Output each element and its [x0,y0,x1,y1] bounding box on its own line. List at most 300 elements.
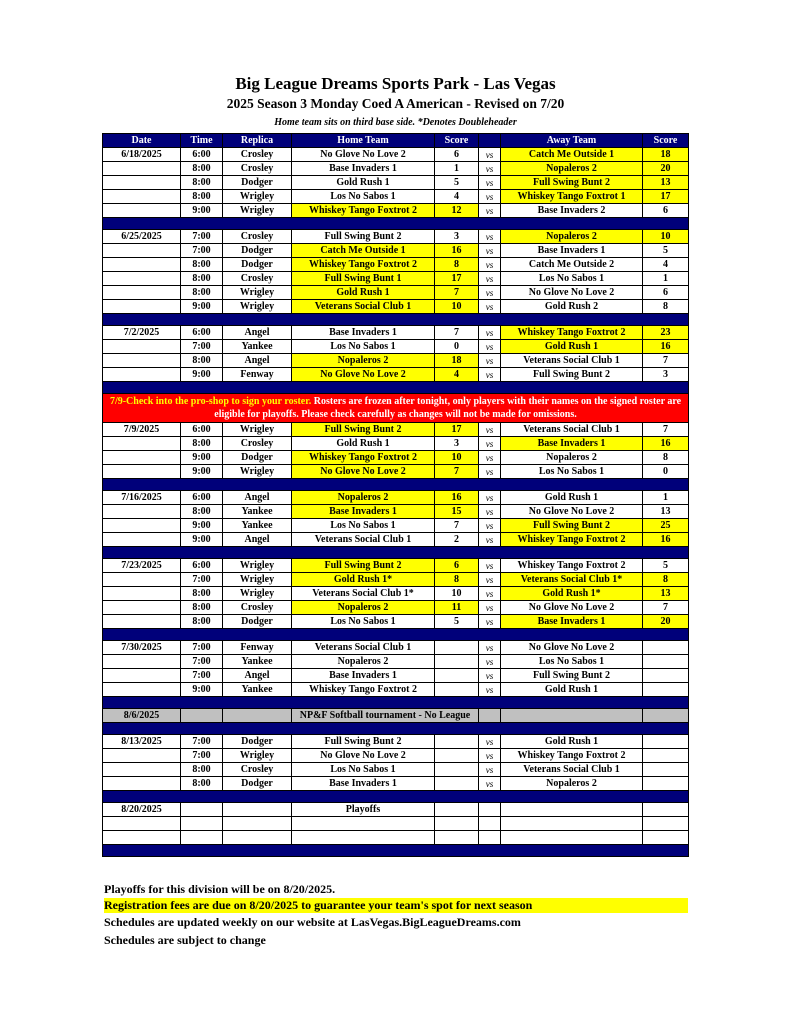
replica-cell [223,831,292,845]
replica-cell: Wrigley [223,190,292,204]
away-score-cell: 8 [643,451,689,465]
home-team-cell: Gold Rush 1 [292,286,435,300]
time-cell: 6:00 [181,326,223,340]
vs-cell: vs [479,162,501,176]
away-score-cell: 7 [643,601,689,615]
date-cell: 7/23/2025 [103,559,181,573]
replica-cell [223,817,292,831]
vs-cell: vs [479,437,501,451]
replica-cell: Angel [223,533,292,547]
home-team-cell: Veterans Social Club 1 [292,533,435,547]
vs-cell [479,817,501,831]
week-separator [103,314,689,326]
date-cell: 6/25/2025 [103,230,181,244]
replica-cell: Dodger [223,777,292,791]
away-team-cell: Full Swing Bunt 2 [501,176,643,190]
vs-cell: vs [479,573,501,587]
col-vs [479,134,501,148]
away-score-cell [643,803,689,817]
replica-cell [223,803,292,817]
game-row [103,763,689,777]
home-score-cell: 11 [435,601,479,615]
home-score-cell: 18 [435,354,479,368]
vs-cell: vs [479,669,501,683]
away-score-cell [643,831,689,845]
date-cell [103,615,181,629]
home-score-cell: 6 [435,559,479,573]
date-cell [103,749,181,763]
time-cell: 7:00 [181,230,223,244]
away-team-cell: Nopaleros 2 [501,777,643,791]
away-score-cell: 7 [643,354,689,368]
date-cell [103,258,181,272]
replica-cell: Crosley [223,763,292,777]
time-cell: 8:00 [181,176,223,190]
away-score-cell: 8 [643,573,689,587]
vs-cell: vs [479,300,501,314]
game-row [103,326,689,340]
away-score-cell: 1 [643,272,689,286]
separator-bar [103,382,689,394]
vs-cell: vs [479,735,501,749]
away-team-cell: Nopaleros 2 [501,451,643,465]
separator-bar [103,845,689,857]
time-cell: 9:00 [181,451,223,465]
home-score-cell [435,749,479,763]
home-team-cell: Catch Me Outside 1 [292,244,435,258]
empty-cell [643,709,689,723]
game-row [103,505,689,519]
game-row [103,244,689,258]
schedule-body [103,148,689,857]
replica-cell: Angel [223,491,292,505]
away-team-cell: No Glove No Love 2 [501,505,643,519]
away-team-cell: Whiskey Tango Foxtrot 1 [501,190,643,204]
home-team-cell: Gold Rush 1 [292,437,435,451]
home-team-cell: No Glove No Love 2 [292,749,435,763]
home-score-cell: 17 [435,423,479,437]
col-home-score: Score [435,134,479,148]
home-team-cell: Los No Sabos 1 [292,615,435,629]
footer-playoffs: Playoffs for this division will be on 8/20/2025. [104,882,336,896]
home-score-cell [435,777,479,791]
empty-cell [181,709,223,723]
week-separator [103,629,689,641]
away-score-cell: 20 [643,615,689,629]
game-row [103,423,689,437]
week-separator [103,218,689,230]
time-cell: 9:00 [181,300,223,314]
week-separator [103,479,689,491]
away-team-cell [501,803,643,817]
header-note: Home team sits on third base side. *Denotes Doubleheader [274,117,517,128]
away-team-cell: No Glove No Love 2 [501,601,643,615]
replica-cell: Wrigley [223,465,292,479]
time-cell [181,831,223,845]
replica-cell: Wrigley [223,423,292,437]
time-cell: 7:00 [181,749,223,763]
home-team-cell: Full Swing Bunt 2 [292,559,435,573]
vs-cell: vs [479,615,501,629]
game-row [103,465,689,479]
replica-cell: Crosley [223,272,292,286]
vs-cell: vs [479,559,501,573]
col-away-team: Away Team [501,134,643,148]
away-team-cell: Base Invaders 1 [501,244,643,258]
col-date: Date [103,134,181,148]
empty-cell [223,709,292,723]
separator-bar [103,791,689,803]
game-row [103,573,689,587]
away-team-cell: Veterans Social Club 1 [501,354,643,368]
away-score-cell: 17 [643,190,689,204]
away-team-cell: Los No Sabos 1 [501,465,643,479]
date-cell [103,368,181,382]
time-cell: 7:00 [181,641,223,655]
away-score-cell: 13 [643,505,689,519]
date-cell [103,437,181,451]
away-team-cell: Base Invaders 1 [501,437,643,451]
time-cell: 8:00 [181,190,223,204]
time-cell: 8:00 [181,601,223,615]
home-team-cell: Whiskey Tango Foxtrot 2 [292,204,435,218]
date-cell: 7/2/2025 [103,326,181,340]
replica-cell: Dodger [223,615,292,629]
away-score-cell: 4 [643,258,689,272]
away-score-cell [643,763,689,777]
away-team-cell: Gold Rush 1 [501,340,643,354]
away-score-cell [643,735,689,749]
col-away-score: Score [643,134,689,148]
replica-cell: Angel [223,669,292,683]
home-score-cell: 10 [435,300,479,314]
home-score-cell [435,817,479,831]
date-cell [103,190,181,204]
game-row [103,451,689,465]
game-row [103,354,689,368]
away-score-cell [643,655,689,669]
away-score-cell: 1 [643,491,689,505]
vs-cell: vs [479,465,501,479]
time-cell: 8:00 [181,777,223,791]
week-separator [103,697,689,709]
vs-cell: vs [479,763,501,777]
no-league-text: NP&F Softball tournament - No League [292,709,479,723]
away-score-cell: 6 [643,204,689,218]
away-score-cell: 5 [643,559,689,573]
time-cell: 9:00 [181,465,223,479]
date-cell [103,286,181,300]
away-score-cell: 7 [643,423,689,437]
replica-cell: Yankee [223,505,292,519]
away-score-cell: 10 [643,230,689,244]
replica-cell: Dodger [223,258,292,272]
home-score-cell: 10 [435,587,479,601]
home-team-cell: Playoffs [292,803,435,817]
empty-cell [479,709,501,723]
time-cell [181,803,223,817]
away-score-cell [643,749,689,763]
time-cell: 8:00 [181,437,223,451]
home-team-cell: Full Swing Bunt 2 [292,735,435,749]
replica-cell: Crosley [223,148,292,162]
date-cell [103,162,181,176]
away-score-cell: 16 [643,533,689,547]
vs-cell: vs [479,749,501,763]
home-team-cell: Base Invaders 1 [292,777,435,791]
home-score-cell: 0 [435,340,479,354]
replica-cell: Wrigley [223,587,292,601]
home-team-cell: Full Swing Bunt 2 [292,230,435,244]
time-cell: 8:00 [181,763,223,777]
game-row [103,601,689,615]
game-row [103,587,689,601]
time-cell: 8:00 [181,272,223,286]
home-team-cell: Base Invaders 1 [292,505,435,519]
vs-cell: vs [479,423,501,437]
vs-cell [479,831,501,845]
vs-cell: vs [479,641,501,655]
away-team-cell: Nopaleros 2 [501,162,643,176]
time-cell: 8:00 [181,162,223,176]
game-row [103,735,689,749]
game-row [103,519,689,533]
away-score-cell [643,683,689,697]
away-team-cell: Whiskey Tango Foxtrot 2 [501,749,643,763]
away-score-cell: 18 [643,148,689,162]
replica-cell: Crosley [223,162,292,176]
time-cell: 8:00 [181,286,223,300]
separator-bar [103,314,689,326]
game-row [103,749,689,763]
vs-cell: vs [479,272,501,286]
away-team-cell: Catch Me Outside 2 [501,258,643,272]
home-team-cell: No Glove No Love 2 [292,368,435,382]
game-row [103,669,689,683]
notice-cell [103,394,689,423]
away-team-cell: Gold Rush 1 [501,491,643,505]
away-team-cell: Full Swing Bunt 2 [501,368,643,382]
away-team-cell: Base Invaders 1 [501,615,643,629]
time-cell: 8:00 [181,615,223,629]
game-row [103,204,689,218]
away-team-cell: Full Swing Bunt 2 [501,519,643,533]
date-cell [103,655,181,669]
game-row [103,300,689,314]
game-row [103,491,689,505]
away-team-cell: Gold Rush 1 [501,683,643,697]
home-score-cell: 7 [435,326,479,340]
week-separator [103,845,689,857]
date-cell: 7/16/2025 [103,491,181,505]
time-cell: 8:00 [181,505,223,519]
replica-cell: Crosley [223,437,292,451]
away-team-cell: Catch Me Outside 1 [501,148,643,162]
date-cell [103,587,181,601]
away-score-cell: 0 [643,465,689,479]
away-score-cell: 8 [643,300,689,314]
vs-cell: vs [479,587,501,601]
vs-cell: vs [479,601,501,615]
replica-cell: Dodger [223,176,292,190]
away-team-cell: Gold Rush 1 [501,735,643,749]
date-cell [103,601,181,615]
time-cell [181,817,223,831]
game-row [103,148,689,162]
col-time: Time [181,134,223,148]
time-cell: 9:00 [181,533,223,547]
game-row [103,655,689,669]
date-cell [103,817,181,831]
away-score-cell: 13 [643,587,689,601]
game-row [103,190,689,204]
home-team-cell: No Glove No Love 2 [292,465,435,479]
replica-cell: Dodger [223,244,292,258]
away-team-cell [501,831,643,845]
home-score-cell [435,763,479,777]
vs-cell: vs [479,190,501,204]
home-score-cell: 15 [435,505,479,519]
date-cell [103,763,181,777]
vs-cell: vs [479,451,501,465]
vs-cell: vs [479,204,501,218]
replica-cell: Crosley [223,230,292,244]
home-team-cell: Veterans Social Club 1 [292,300,435,314]
away-team-cell: Nopaleros 2 [501,230,643,244]
time-cell: 9:00 [181,683,223,697]
home-team-cell: No Glove No Love 2 [292,148,435,162]
game-row [103,777,689,791]
date-cell [103,354,181,368]
game-row [103,641,689,655]
home-score-cell: 4 [435,190,479,204]
roster-notice [103,394,689,423]
date-cell: 8/20/2025 [103,803,181,817]
separator-bar [103,479,689,491]
col-home-team: Home Team [292,134,435,148]
home-team-cell: Veterans Social Club 1* [292,587,435,601]
game-row [103,437,689,451]
home-score-cell: 17 [435,272,479,286]
home-team-cell: Whiskey Tango Foxtrot 2 [292,258,435,272]
replica-cell: Crosley [223,601,292,615]
time-cell: 6:00 [181,559,223,573]
vs-cell: vs [479,148,501,162]
away-score-cell: 5 [643,244,689,258]
home-team-cell [292,817,435,831]
week-separator [103,547,689,559]
separator-bar [103,547,689,559]
replica-cell: Wrigley [223,573,292,587]
home-team-cell: Whiskey Tango Foxtrot 2 [292,683,435,697]
date-cell [103,777,181,791]
notice-text: Rosters are frozen after tonight, only players with their names on the signed roster are eligible for playoffs. Please check carefully as changes will not be made for omissions. [214,396,682,420]
home-score-cell: 2 [435,533,479,547]
date-cell [103,300,181,314]
vs-cell: vs [479,519,501,533]
home-score-cell [435,803,479,817]
replica-cell: Wrigley [223,204,292,218]
date-cell [103,519,181,533]
time-cell: 7:00 [181,573,223,587]
header-row [103,134,689,148]
col-replica: Replica [223,134,292,148]
home-score-cell [435,669,479,683]
home-score-cell: 8 [435,258,479,272]
week-separator [103,382,689,394]
date-cell [103,204,181,218]
away-score-cell: 25 [643,519,689,533]
home-team-cell: Nopaleros 2 [292,655,435,669]
replica-cell: Yankee [223,340,292,354]
vs-cell: vs [479,326,501,340]
home-score-cell: 7 [435,465,479,479]
game-row [103,368,689,382]
away-score-cell: 16 [643,437,689,451]
replica-cell: Dodger [223,451,292,465]
away-team-cell: No Glove No Love 2 [501,641,643,655]
schedule-table [102,133,689,857]
away-team-cell: Los No Sabos 1 [501,272,643,286]
home-team-cell: Veterans Social Club 1 [292,641,435,655]
away-score-cell: 3 [643,368,689,382]
date-cell [103,683,181,697]
game-row [103,615,689,629]
away-team-cell: Los No Sabos 1 [501,655,643,669]
home-team-cell: Full Swing Bunt 2 [292,423,435,437]
home-team-cell: Gold Rush 1* [292,573,435,587]
vs-cell: vs [479,533,501,547]
home-score-cell: 3 [435,230,479,244]
replica-cell: Angel [223,354,292,368]
vs-cell: vs [479,286,501,300]
away-team-cell [501,817,643,831]
time-cell: 7:00 [181,244,223,258]
date-cell [103,573,181,587]
home-score-cell: 3 [435,437,479,451]
replica-cell: Wrigley [223,300,292,314]
date-cell: 8/13/2025 [103,735,181,749]
game-row [103,286,689,300]
game-row [103,831,689,845]
home-team-cell: Los No Sabos 1 [292,190,435,204]
date-cell: 7/9/2025 [103,423,181,437]
home-team-cell: Gold Rush 1 [292,176,435,190]
home-score-cell [435,683,479,697]
date-cell [103,831,181,845]
home-score-cell: 16 [435,491,479,505]
home-score-cell: 16 [435,244,479,258]
vs-cell: vs [479,244,501,258]
vs-cell: vs [479,230,501,244]
vs-cell: vs [479,354,501,368]
page-title: Big League Dreams Sports Park - Las Vegas [235,74,556,93]
date-cell [103,244,181,258]
away-team-cell: Veterans Social Club 1 [501,763,643,777]
time-cell: 7:00 [181,340,223,354]
replica-cell: Fenway [223,641,292,655]
time-cell: 8:00 [181,587,223,601]
game-row [103,817,689,831]
date-cell [103,176,181,190]
home-score-cell: 10 [435,451,479,465]
home-team-cell: Nopaleros 2 [292,354,435,368]
date-cell [103,451,181,465]
away-team-cell: Whiskey Tango Foxtrot 2 [501,326,643,340]
time-cell: 7:00 [181,735,223,749]
away-score-cell: 6 [643,286,689,300]
notice-lead: 7/9-Check into the pro-shop to sign your roster. [109,396,312,407]
